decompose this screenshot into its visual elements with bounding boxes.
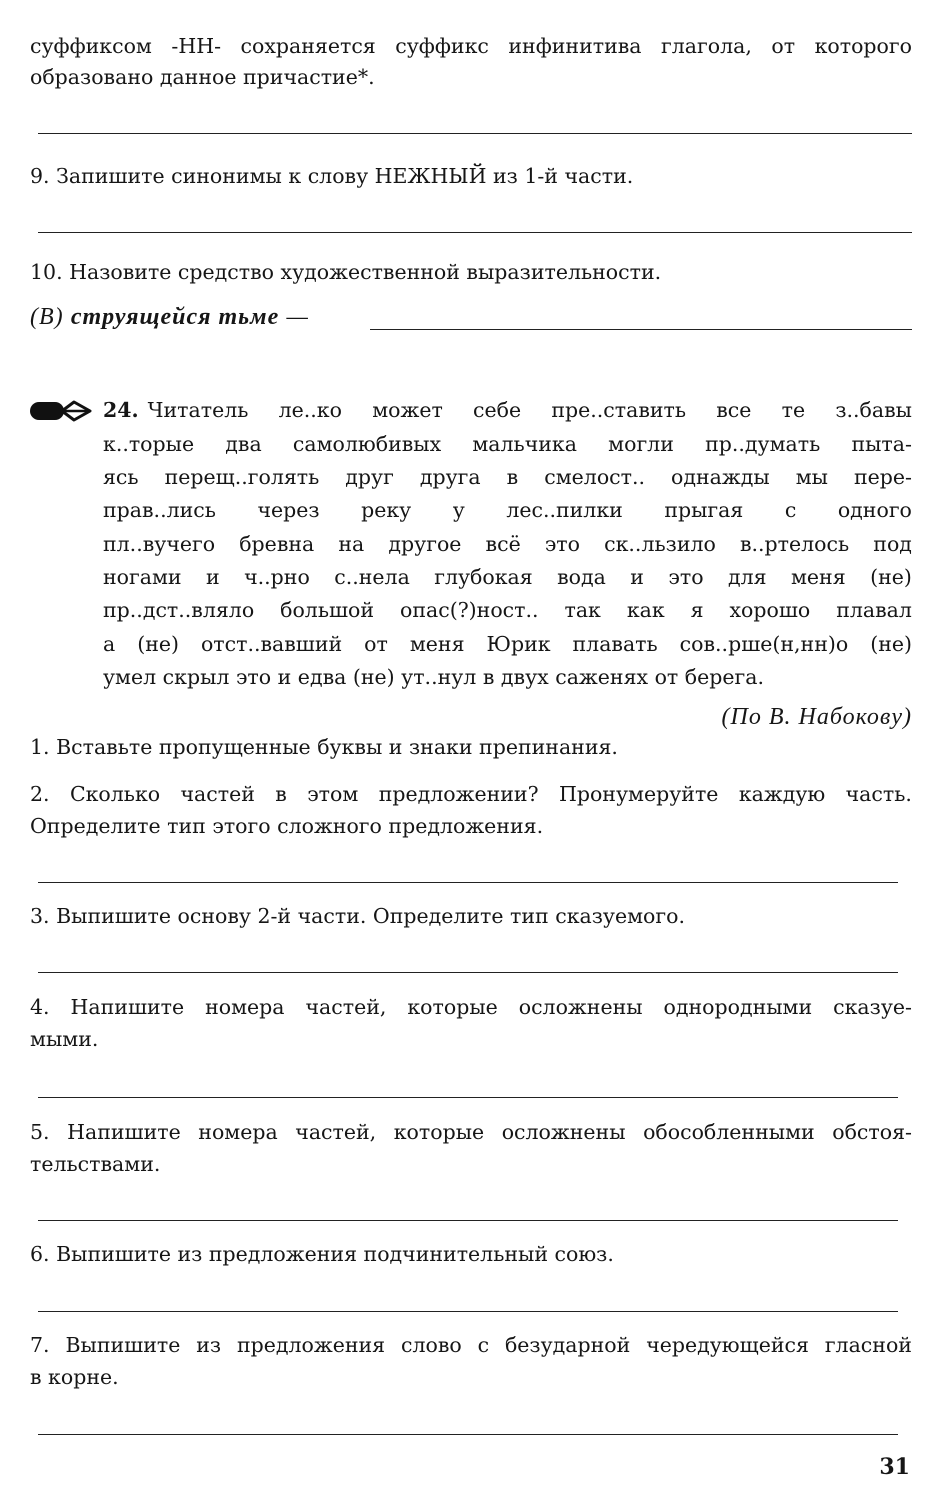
word: и <box>630 565 644 589</box>
exercise-line <box>103 428 912 460</box>
word: пре..ставить <box>551 398 687 422</box>
text-line: образовано данное причастие*. <box>30 65 375 89</box>
word: меня <box>409 632 465 656</box>
exercise-line <box>103 628 912 660</box>
word: Выпишите <box>65 1333 181 1357</box>
word: Сколько <box>69 782 161 806</box>
word: вода <box>557 565 606 589</box>
word: сов..рше(н,нн)о <box>679 632 849 656</box>
exercise-line <box>103 394 912 426</box>
question-4 <box>30 991 912 1023</box>
question-7 <box>30 1329 912 1361</box>
question-5-continued: тельствами. <box>30 1152 161 1176</box>
word: себе <box>473 398 522 422</box>
word: инфинитива <box>508 34 642 58</box>
exercise-line: умел скрыл это и едва (не) ут..нул в двух саженях от берега. <box>103 665 764 689</box>
word: обособленными <box>643 1120 815 1144</box>
word: которые <box>407 995 498 1019</box>
word: которые <box>393 1120 485 1144</box>
word: 7. <box>30 1333 50 1357</box>
prompt-dash: — <box>286 304 309 330</box>
exercise-line <box>103 561 912 593</box>
word: от <box>364 632 388 656</box>
word: (не) <box>870 632 912 656</box>
word: гласной <box>824 1333 912 1357</box>
word: ле..ко <box>278 398 342 422</box>
answer-line <box>38 232 912 233</box>
word: реку <box>361 498 412 522</box>
word: предложения <box>236 1333 386 1357</box>
question-6: 6. Выпишите из предложения подчинительный союз. <box>30 1242 614 1266</box>
exercise-line <box>103 594 912 626</box>
word: Напишите <box>70 995 185 1019</box>
word: смелост.. <box>544 465 646 489</box>
word: (не) <box>137 632 179 656</box>
word: глубокая <box>434 565 533 589</box>
page-number: 31 <box>879 1454 910 1480</box>
word: меня <box>790 565 846 589</box>
word: прав..лись <box>103 498 216 522</box>
word: частей, <box>305 995 387 1019</box>
task-text: 10. Назовите средство художественной выразительности. <box>30 260 662 284</box>
word: плавал <box>836 598 912 622</box>
exercise-line <box>103 494 912 526</box>
word: от <box>771 34 796 58</box>
word: ногами <box>103 565 182 589</box>
word: ясь <box>103 465 139 489</box>
word: я <box>690 598 704 622</box>
word: часть. <box>845 782 912 806</box>
word: 2. <box>30 782 50 806</box>
word: Читатель <box>147 398 249 422</box>
word: это <box>544 532 580 556</box>
word: (не) <box>870 565 912 589</box>
word: отст..вавший <box>200 632 343 656</box>
word: Напишите <box>67 1120 181 1144</box>
word: предложении? <box>378 782 539 806</box>
word: под <box>873 532 912 556</box>
word: перещ..голять <box>164 465 320 489</box>
word: глагола, <box>661 34 752 58</box>
word: -НН- <box>171 34 222 58</box>
word: ск..льзило <box>604 532 716 556</box>
word: номера <box>198 1120 278 1144</box>
word: с <box>784 498 797 522</box>
word: те <box>781 398 806 422</box>
answer-line <box>38 1434 898 1435</box>
word: в <box>275 782 287 806</box>
text-line <box>30 30 912 62</box>
answer-line <box>38 972 898 973</box>
word: 4. <box>30 995 50 1019</box>
word: ч..рно <box>244 565 310 589</box>
word: слово <box>400 1333 462 1357</box>
word: у <box>452 498 465 522</box>
word: а <box>103 632 116 656</box>
word: опас(?)ност.. <box>399 598 539 622</box>
word: частей, <box>295 1120 377 1144</box>
word: с..нела <box>334 565 410 589</box>
word: и <box>206 565 220 589</box>
prompt-phrase: струящейся тьме <box>70 304 280 330</box>
word: для <box>727 565 767 589</box>
task-text: 9. Запишите синонимы к слову НЕЖНЫЙ из 1-й части. <box>30 164 634 188</box>
word: одного <box>837 498 912 522</box>
word: большой <box>280 598 375 622</box>
word: пр..думать <box>705 432 821 456</box>
word: лес..пилки <box>506 498 623 522</box>
word: на <box>338 532 365 556</box>
answer-line <box>38 1220 898 1221</box>
word: это <box>668 565 704 589</box>
word: в..ртелось <box>739 532 850 556</box>
answer-line <box>38 1311 898 1312</box>
word: чередующейся <box>646 1333 809 1357</box>
word: через <box>257 498 320 522</box>
answer-line <box>38 1097 898 1098</box>
word: осложнены <box>501 1120 626 1144</box>
pen-nib-icon <box>29 398 93 424</box>
word: частей <box>180 782 255 806</box>
question-2-continued: Определите тип этого сложного предложения. <box>30 814 544 838</box>
word: прыгая <box>664 498 744 522</box>
word: сохраняется <box>240 34 376 58</box>
word: все <box>716 398 752 422</box>
word: однородными <box>663 995 813 1019</box>
word: с <box>477 1333 490 1357</box>
word: к..торые <box>103 432 195 456</box>
prompt-marker: (В) <box>30 304 64 330</box>
word: мальчика <box>472 432 577 456</box>
word: другое <box>388 532 462 556</box>
answer-line <box>370 329 912 330</box>
word: плавать <box>572 632 658 656</box>
word: бревна <box>239 532 315 556</box>
word: как <box>626 598 665 622</box>
question-2 <box>30 778 912 810</box>
word: друг <box>345 465 394 489</box>
word: номера <box>205 995 285 1019</box>
word: хорошо <box>729 598 811 622</box>
word: пл..вучего <box>103 532 216 556</box>
word: этом <box>307 782 359 806</box>
word: сказуе- <box>833 995 912 1019</box>
word: самолюбивых <box>292 432 442 456</box>
question-1: 1. Вставьте пропущенные буквы и знаки препинания. <box>30 735 618 759</box>
word: из <box>196 1333 222 1357</box>
source-attribution: (По В. Набокову) <box>721 704 912 730</box>
word: 5. <box>30 1120 50 1144</box>
exercise-text <box>148 394 912 426</box>
word: з..бавы <box>835 398 912 422</box>
word: пере- <box>853 465 912 489</box>
question-4-continued: мыми. <box>30 1027 99 1051</box>
word: друга <box>419 465 481 489</box>
word: может <box>372 398 443 422</box>
word: каждую <box>738 782 826 806</box>
word: Пронумеруйте <box>558 782 719 806</box>
word: осложнены <box>518 995 643 1019</box>
word: пр..дст..вляло <box>103 598 255 622</box>
word: безударной <box>504 1333 631 1357</box>
word: суффикс <box>395 34 489 58</box>
word: всё <box>485 532 521 556</box>
word: мы <box>795 465 828 489</box>
word: так <box>564 598 601 622</box>
word: которого <box>814 34 912 58</box>
word: могли <box>608 432 674 456</box>
question-7-continued: в корне. <box>30 1365 119 1389</box>
word: пыта- <box>851 432 912 456</box>
word: в <box>506 465 519 489</box>
answer-line <box>38 133 912 134</box>
word: суффиксом <box>30 34 152 58</box>
word: однажды <box>671 465 770 489</box>
word: обстоя- <box>832 1120 912 1144</box>
word: Юрик <box>486 632 551 656</box>
exercise-number: 24. <box>103 398 139 422</box>
word: два <box>225 432 262 456</box>
question-3: 3. Выпишите основу 2-й части. Определите тип сказуемого. <box>30 904 685 928</box>
answer-line <box>38 882 898 883</box>
exercise-line <box>103 528 912 560</box>
exercise-line <box>103 461 912 493</box>
question-5 <box>30 1116 912 1148</box>
